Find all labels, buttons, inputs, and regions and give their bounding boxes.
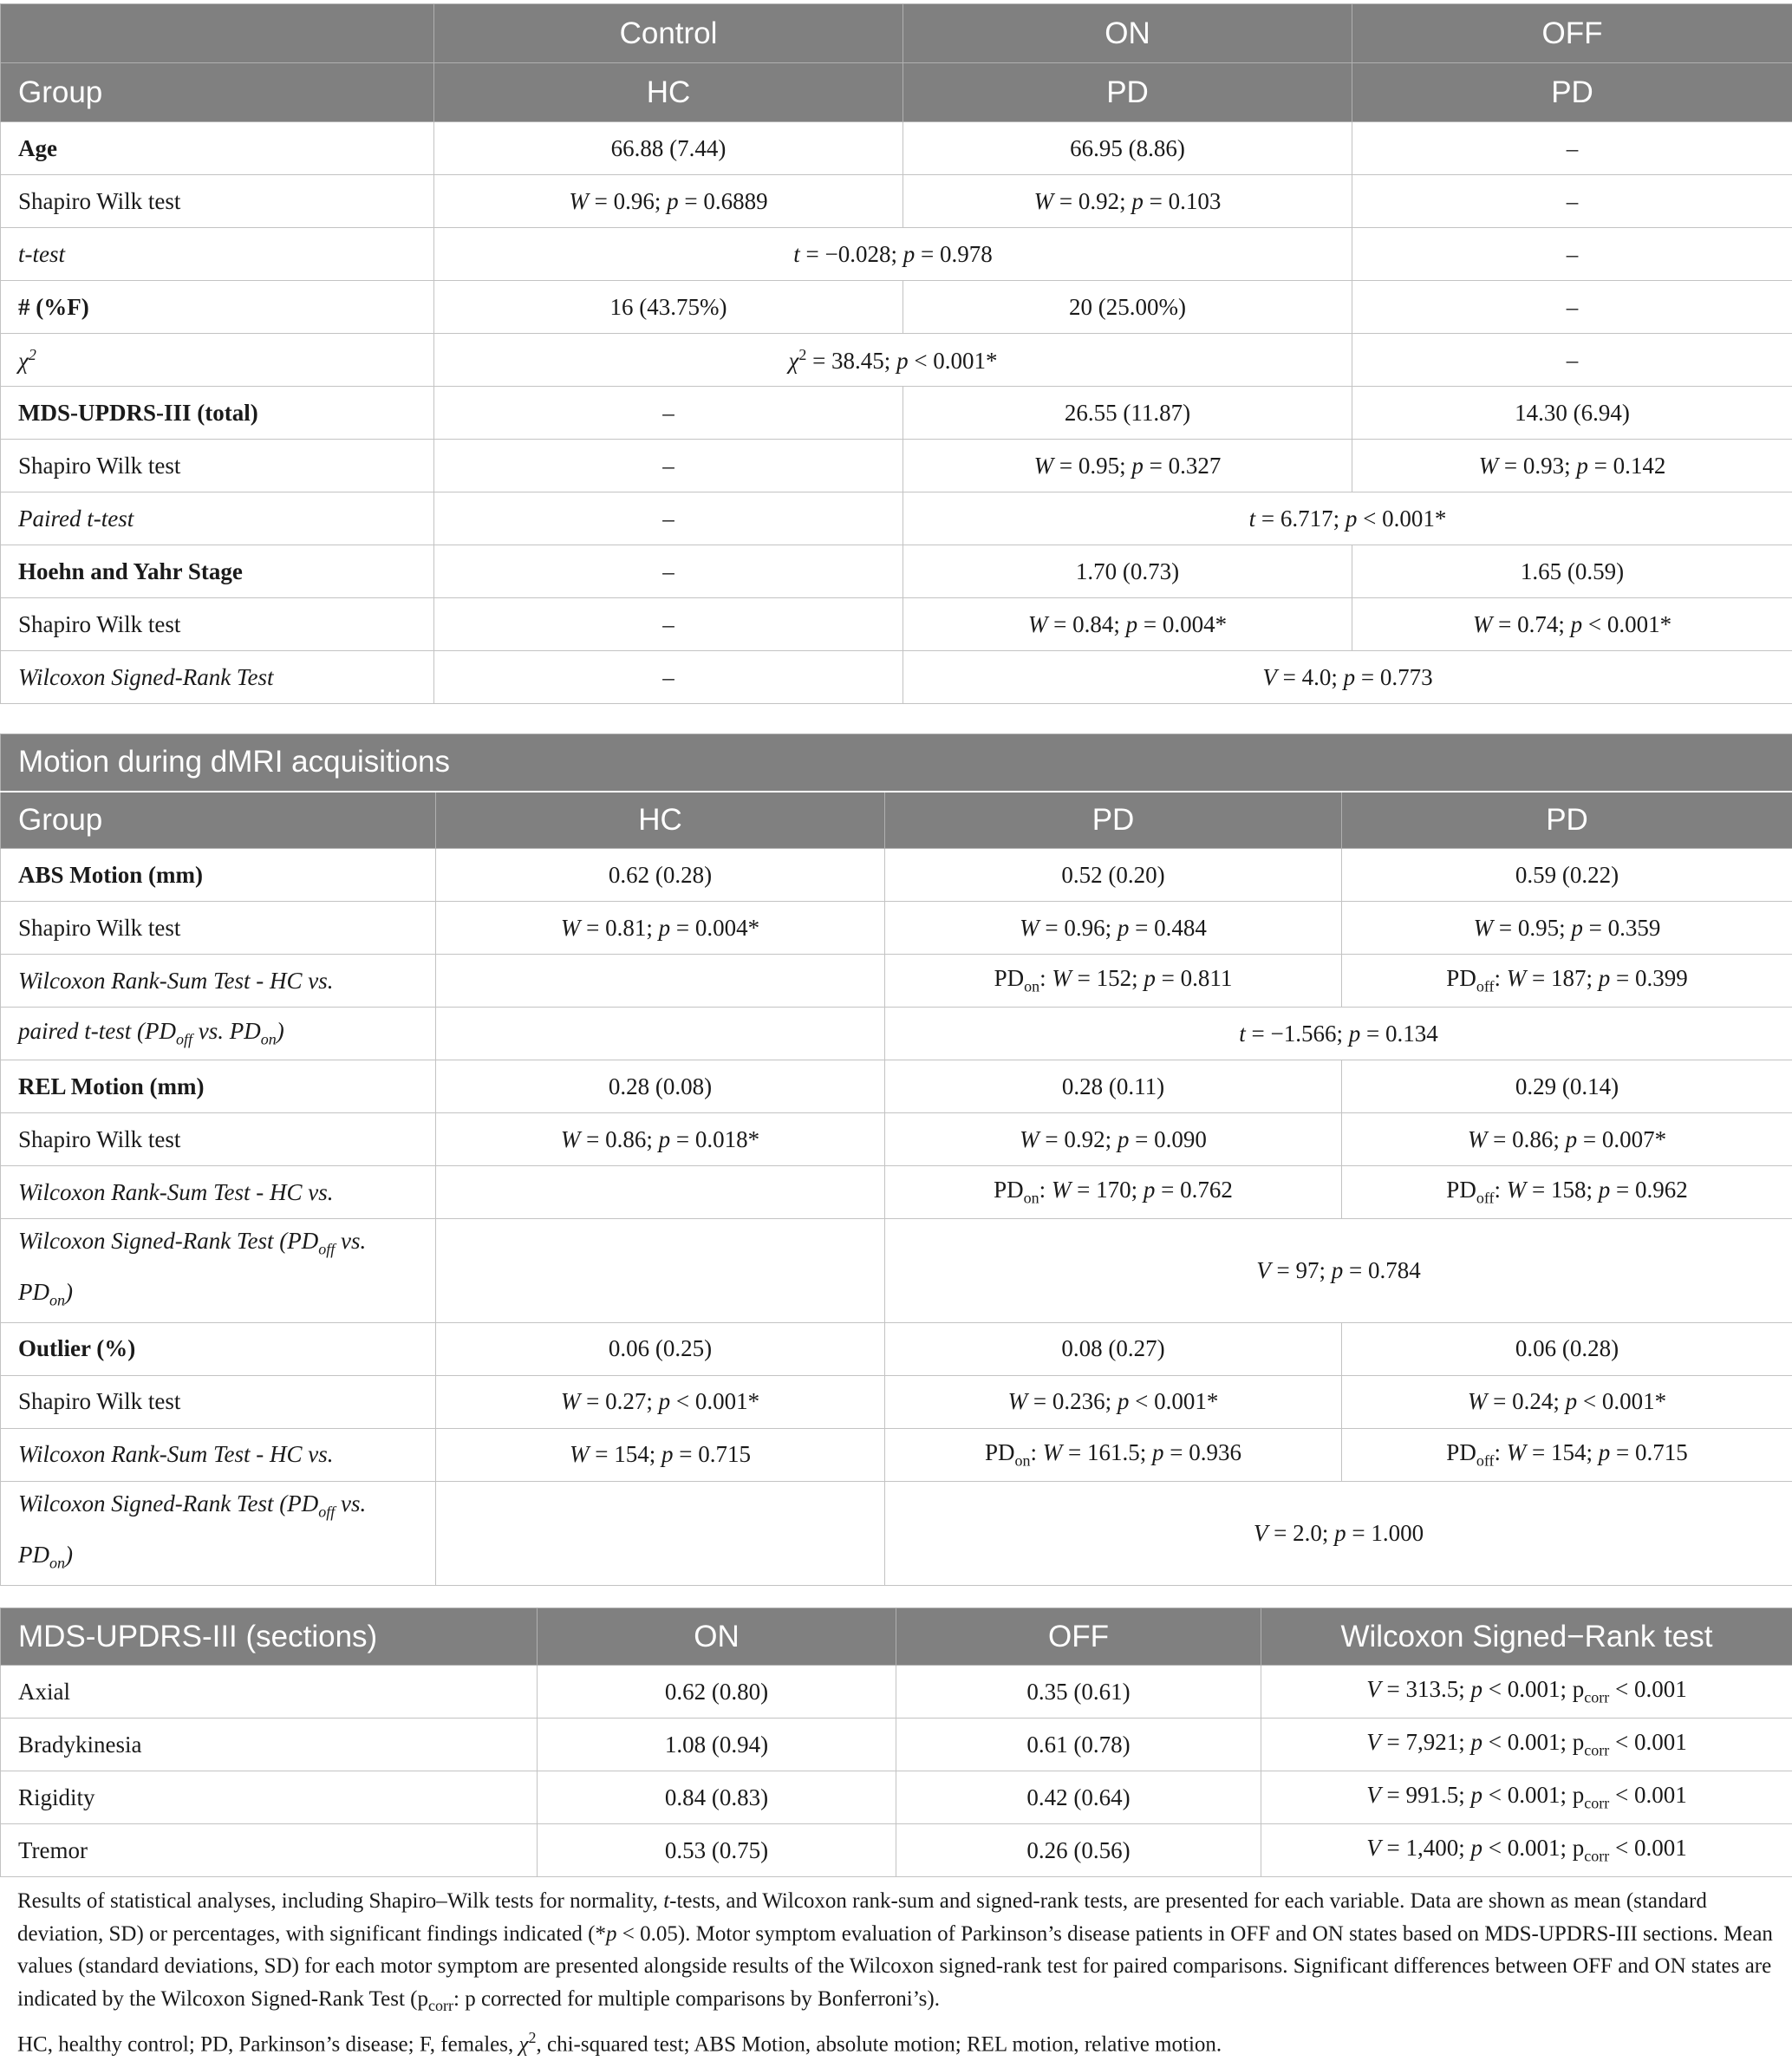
cell-hc: W = 0.81; p = 0.004* [436, 902, 885, 955]
cell-merged: t = 6.717; p < 0.001* [903, 492, 1792, 545]
table-row [1, 1166, 1792, 1219]
row-label: Shapiro Wilk test [1, 440, 434, 492]
cell-hc: 0.28 (0.08) [436, 1060, 885, 1113]
cell-hc: 16 (43.75%) [434, 281, 903, 334]
cell-off: W = 0.86; p = 0.007* [1342, 1113, 1792, 1166]
cell-off: 0.26 (0.56) [896, 1824, 1261, 1877]
cell-on: 66.95 (8.86) [903, 122, 1352, 175]
row-label: REL Motion (mm) [1, 1060, 436, 1113]
cell-test: V = 313.5; p < 0.001; $p_{corr} < 0.001$ [1261, 1666, 1792, 1719]
section-title: Motion during dMRI acquisitions [1, 734, 1792, 792]
table-row [1, 387, 1792, 440]
cell-off: $PD_{off}$: W = 187; p = 0.399 [1342, 955, 1792, 1008]
cell-on: 1.70 (0.73) [903, 545, 1352, 598]
header-group: Group [1, 792, 436, 849]
table-row [1, 598, 1792, 651]
cell-off: 0.42 (0.64) [896, 1771, 1261, 1824]
row-label: Age [1, 122, 434, 175]
table-footnote [17, 1885, 1777, 2061]
cell-off: 0.29 (0.14) [1342, 1060, 1792, 1113]
header-on: ON [538, 1608, 896, 1666]
cell-off: 0.59 (0.22) [1342, 849, 1792, 902]
header-pd-off: PD [1342, 792, 1792, 849]
cell-off: W = 0.74; p < 0.001* [1352, 598, 1792, 651]
header-wilcoxon: Wilcoxon Signed−Rank test [1261, 1608, 1792, 1666]
row-label: Bradykinesia [1, 1719, 538, 1771]
cell-test: V = 1,400; p < 0.001; $p_{corr} < 0.001$ [1261, 1824, 1792, 1877]
row-label: paired t-test ($PD_{off}$ vs. $PD_{on}$) [1, 1008, 436, 1060]
cell-hc: – [434, 598, 903, 651]
cell-off: $PD_{off}$: W = 158; p = 0.962 [1342, 1166, 1792, 1219]
header-pd-on: PD [903, 63, 1352, 122]
cell-off: W = 0.24; p < 0.001* [1342, 1375, 1792, 1428]
table-row [1, 122, 1792, 175]
table-row [1, 1824, 1792, 1877]
cell-off: $PD_{off}$: W = 154; p = 0.715 [1342, 1428, 1792, 1481]
row-label: # (%F) [1, 281, 434, 334]
cell-on: W = 0.84; p = 0.004* [903, 598, 1352, 651]
table-row [1, 545, 1792, 598]
table-row [1, 175, 1792, 228]
header-off: OFF [1352, 4, 1792, 63]
table-row [1, 1666, 1792, 1719]
row-label: Axial [1, 1666, 538, 1719]
cell-hc: – [434, 545, 903, 598]
cell-on: 0.53 (0.75) [538, 1824, 896, 1877]
cell-merged: $\chi^2 = 38.45$; p < 0.001* [434, 334, 1352, 387]
row-label: Rigidity [1, 1771, 538, 1824]
cell-hc [436, 1008, 885, 1060]
cell-on: 20 (25.00%) [903, 281, 1352, 334]
cell-on: 1.08 (0.94) [538, 1719, 896, 1771]
cell-test: V = 991.5; p < 0.001; $p_{corr} < 0.001$ [1261, 1771, 1792, 1824]
header-sections: MDS-UPDRS-III (sections) [1, 1608, 538, 1666]
header-pd-on: PD [885, 792, 1342, 849]
cell-hc [436, 1481, 885, 1585]
cell-on: 0.28 (0.11) [885, 1060, 1342, 1113]
table-row [1, 651, 1792, 704]
cell-hc: – [434, 440, 903, 492]
cell-off: – [1352, 175, 1792, 228]
cell-off: W = 0.93; p = 0.142 [1352, 440, 1792, 492]
cell-off: 14.30 (6.94) [1352, 387, 1792, 440]
table-row [1, 1219, 1792, 1323]
table-row [1, 440, 1792, 492]
cell-on: W = 0.96; p = 0.484 [885, 902, 1342, 955]
cell-on: 0.84 (0.83) [538, 1771, 896, 1824]
table-row [1, 1428, 1792, 1481]
cell-hc: – [434, 651, 903, 704]
cell-on: W = 0.95; p = 0.327 [903, 440, 1352, 492]
cell-on: W = 0.236; p < 0.001* [885, 1375, 1342, 1428]
cell-hc: – [434, 387, 903, 440]
cell-merged: t = −1.566; p = 0.134 [885, 1008, 1792, 1060]
table-row [1, 281, 1792, 334]
header-control: Control [434, 4, 903, 63]
cell-hc [436, 1219, 885, 1323]
row-label: Wilcoxon Rank-Sum Test - HC vs. [1, 1166, 436, 1219]
row-label: Outlier (%) [1, 1322, 436, 1375]
cell-off: – [1352, 281, 1792, 334]
row-label: Shapiro Wilk test [1, 1375, 436, 1428]
cell-hc: – [434, 492, 903, 545]
row-label: MDS-UPDRS-III (total) [1, 387, 434, 440]
cell-on: $PD_{on}$: W = 161.5; p = 0.936 [885, 1428, 1342, 1481]
header-empty [1, 4, 434, 63]
table-row [1, 1113, 1792, 1166]
table-row [1, 492, 1792, 545]
table-row [1, 334, 1792, 387]
table-row [1, 1060, 1792, 1113]
row-label: t-test [1, 228, 434, 281]
table-row [1, 1771, 1792, 1824]
row-label: ABS Motion (mm) [1, 849, 436, 902]
row-label: Wilcoxon Rank-Sum Test - HC vs. [1, 1428, 436, 1481]
cell-hc: W = 154; p = 0.715 [436, 1428, 885, 1481]
cell-on: 0.52 (0.20) [885, 849, 1342, 902]
cell-off: – [1352, 334, 1792, 387]
row-label: Shapiro Wilk test [1, 175, 434, 228]
cell-off: 0.61 (0.78) [896, 1719, 1261, 1771]
header-pd-off: PD [1352, 63, 1792, 122]
cell-on: $PD_{on}$: W = 170; p = 0.762 [885, 1166, 1342, 1219]
cell-hc: 66.88 (7.44) [434, 122, 903, 175]
cell-on: W = 0.92; p = 0.103 [903, 175, 1352, 228]
header-off: OFF [896, 1608, 1261, 1666]
row-label: Wilcoxon Signed-Rank Test ($PD_{off}$ vs. $PD_{on}$) [1, 1481, 436, 1585]
table-row [1, 228, 1792, 281]
demographics-table [0, 3, 1792, 704]
cell-off: W = 0.95; p = 0.359 [1342, 902, 1792, 955]
header-group: Group [1, 63, 434, 122]
table-row [1, 1008, 1792, 1060]
row-label: Hoehn and Yahr Stage [1, 545, 434, 598]
header-hc: HC [436, 792, 885, 849]
cell-hc: W = 0.86; p = 0.018* [436, 1113, 885, 1166]
cell-on: 0.62 (0.80) [538, 1666, 896, 1719]
footnote-notes: Results of statistical analyses, including Shapiro–Wilk tests for normality, t-tests, and Wilcoxon rank-sum and signed-rank tests, are presented for each variable. Data are shown as mean (standard deviation, SD) or percentages, with significant findings indicated (*p < 0.05). Motor symptom evaluation of Parkinson’s disease patients in OFF and ON states based on MDS-UPDRS-III sections. Mean values (standard deviations, SD) for each motor symptom are presented alongside results of the Wilcoxon signed-rank test for paired comparisons. Significant differences between OFF and ON states are indicated by the Wilcoxon Signed-Rank Test ($p_{corr}$: p corrected for multiple comparisons by Bonferroni’s). [17, 1885, 1777, 2022]
row-label: Shapiro Wilk test [1, 902, 436, 955]
table-row [1, 1375, 1792, 1428]
footnote-abbreviations: HC, healthy control; PD, Parkinson’s disease; F, females, $\chi^2$, chi-squared test; ABS Motion, absolute motion; REL motion, relative motion. [17, 2022, 1777, 2061]
table-row [1, 1322, 1792, 1375]
table-row [1, 955, 1792, 1008]
cell-off: 1.65 (0.59) [1352, 545, 1792, 598]
cell-hc: 0.06 (0.25) [436, 1322, 885, 1375]
table-row [1, 1481, 1792, 1585]
cell-merged: V = 4.0; p = 0.773 [903, 651, 1792, 704]
cell-hc [436, 1166, 885, 1219]
motion-table [0, 734, 1792, 1586]
updrs-sections-table [0, 1608, 1792, 1877]
row-label: Wilcoxon Signed-Rank Test [1, 651, 434, 704]
cell-merged: V = 97; p = 0.784 [885, 1219, 1792, 1323]
cell-on: 0.08 (0.27) [885, 1322, 1342, 1375]
cell-merged: V = 2.0; p = 1.000 [885, 1481, 1792, 1585]
table-row [1, 1719, 1792, 1771]
cell-on: W = 0.92; p = 0.090 [885, 1113, 1342, 1166]
row-label: Shapiro Wilk test [1, 598, 434, 651]
table-row [1, 902, 1792, 955]
row-label: Wilcoxon Signed-Rank Test ($PD_{off}$ vs. $PD_{on}$) [1, 1219, 436, 1323]
row-label: Tremor [1, 1824, 538, 1877]
cell-hc: W = 0.27; p < 0.001* [436, 1375, 885, 1428]
cell-hc [436, 955, 885, 1008]
row-label: Paired t-test [1, 492, 434, 545]
cell-off: 0.06 (0.28) [1342, 1322, 1792, 1375]
cell-off: – [1352, 228, 1792, 281]
cell-hc: 0.62 (0.28) [436, 849, 885, 902]
table-row [1, 849, 1792, 902]
cell-off: 0.35 (0.61) [896, 1666, 1261, 1719]
cell-test: V = 7,921; p < 0.001; $p_{corr} < 0.001$ [1261, 1719, 1792, 1771]
cell-off: – [1352, 122, 1792, 175]
row-label: Wilcoxon Rank-Sum Test - HC vs. [1, 955, 436, 1008]
header-on: ON [903, 4, 1352, 63]
cell-on: $PD_{on}$: W = 152; p = 0.811 [885, 955, 1342, 1008]
row-label: $\chi^2$ [1, 334, 434, 387]
cell-on: 26.55 (11.87) [903, 387, 1352, 440]
row-label: Shapiro Wilk test [1, 1113, 436, 1166]
cell-hc: W = 0.96; p = 0.6889 [434, 175, 903, 228]
header-hc: HC [434, 63, 903, 122]
cell-merged: t = −0.028; p = 0.978 [434, 228, 1352, 281]
